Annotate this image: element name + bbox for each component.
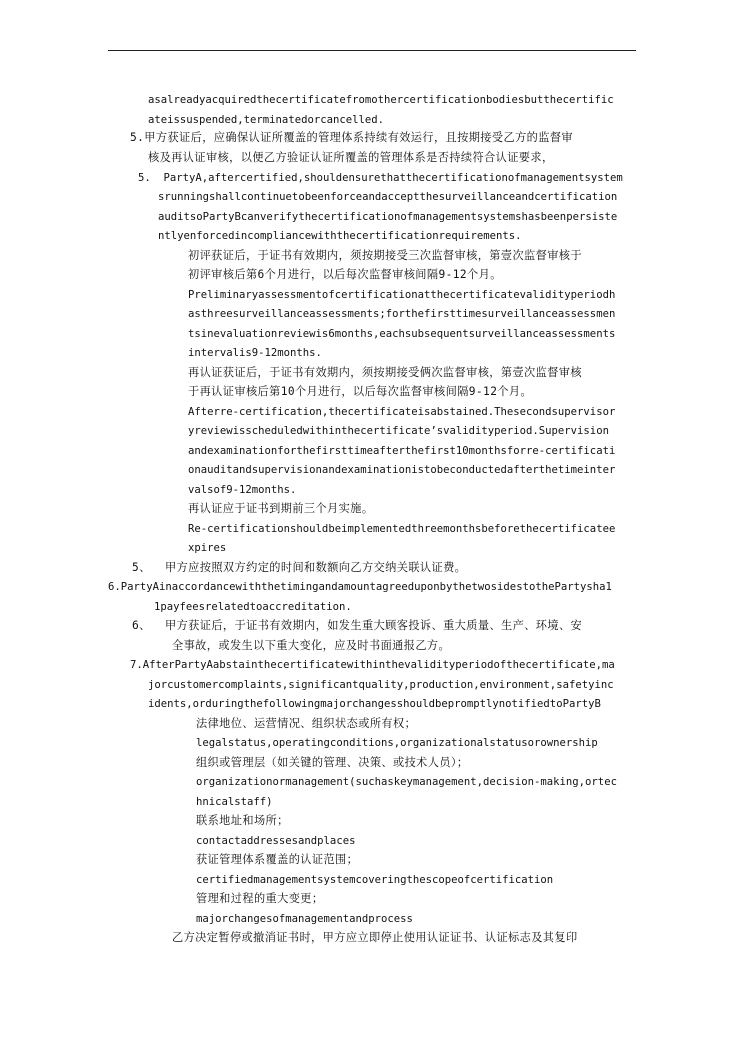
text-line: 于再认证审核后第10个月进行，以后每次监督审核间隔9-12个月。: [188, 385, 533, 398]
text-line: asalreadyacquiredthecertificatefromothercertificationbodiesbutthecertific: [148, 94, 614, 106]
text-line: 组织或管理层（如关键的管理、决策、或技术人员）；: [196, 756, 469, 769]
text-line: Preliminaryassessmentofcertificationatthecertificatevalidityperiodh: [188, 289, 616, 301]
text-line: 1payfeesrelatedtoaccreditation.: [154, 601, 352, 613]
text-line: 获证管理体系覆盖的认证范围；: [196, 853, 359, 866]
text-line: 再认证获证后，于证书有效期内，须按期接受俩次监督审核，第壹次监督审核: [188, 366, 582, 379]
text-line: ateissuspended,terminatedorcancelled.: [148, 114, 384, 126]
text-line: 6、 甲方获证后，于证书有效期内，如发生重大顾客投诉、重大质量、生产、环境、安: [132, 619, 583, 632]
text-line: majorchangesofmanagementandprocess: [196, 913, 413, 925]
text-line: jorcustomercomplaints,significantquality,production,environment,safetyinc: [148, 679, 614, 691]
text-line: 再认证应于证书到期前三个月实施。: [188, 502, 374, 515]
text-line: 乙方决定暂停或撤消证书时，甲方应立即停止使用认证证书、认证标志及其复印: [172, 931, 578, 944]
text-line: asthreesurveillanceassessments;forthefirsttimesurveillanceassessmen: [188, 308, 616, 320]
text-line: onauditandsupervisionandexaminationistobeconductedafterthetimeinter: [188, 464, 616, 476]
text-line: 管理和过程的重大变更；: [196, 892, 324, 905]
text-line: Re-certificationshouldbeimplementedthreemonthsbeforethecertificatee: [188, 523, 616, 535]
text-line: 5、 甲方应按照双方约定的时间和数额向乙方交纳关联认证费。: [132, 561, 467, 574]
text-line: ntlyenforcedincompliancewiththecertificationrequirements.: [158, 230, 522, 242]
text-line: 联系地址和场所；: [196, 814, 289, 827]
text-line: certifiedmanagementsystemcoveringthescopeofcertification: [196, 874, 554, 886]
text-line: auditsoPartyBcanverifythecertificationofmanagementsystemshasbeenpersiste: [158, 211, 618, 223]
text-line: srunningshallcontinuetobeenforceandacceptthesurveillanceandcertification: [158, 191, 618, 203]
text-line: 5.甲方获证后，应确保认证所覆盖的管理体系持续有效运行，且按期接受乙方的监督审: [130, 131, 574, 144]
text-line: 7.AfterPartyAabstainthecertificatewithinthevalidityperiodofthecertificate,ma: [130, 659, 615, 671]
text-line: intervalis9-12months.: [188, 347, 322, 359]
text-line: organizationormanagement(suchaskeymanagement,decision-making,ortec: [196, 776, 617, 788]
text-line: yreviewisscheduledwithinthecertificate’svalidityperiod.Supervision: [188, 425, 609, 437]
text-line: 初评获证后，于证书有效期内，须按期接受三次监督审核，第壹次监督审核于: [188, 249, 582, 262]
text-line: valsof9-12months.: [188, 484, 297, 496]
text-line: idents,orduringthefollowingmajorchangesshouldbepromptlynotifiedtoPartyB: [148, 698, 601, 710]
text-line: legalstatus,operatingconditions,organizationalstatusorownership: [196, 737, 598, 749]
text-line: 核及再认证审核，以便乙方验证认证所覆盖的管理体系是否持续符合认证要求，: [148, 151, 554, 164]
text-line: tsinevaluationreviewis6months,eachsubsequentsurveillanceassessments: [188, 328, 616, 340]
text-line: 法律地位、运营情况、组织状态或所有权；: [196, 717, 417, 730]
text-line: xpires: [188, 542, 227, 554]
text-line: 6.PartyAinaccordancewiththetimingandamountagreeduponbythetwosidestothePartysha1: [108, 581, 612, 593]
text-line: 5. PartyA,aftercertified,shouldensurethatthecertificationofmanagementsystem: [138, 172, 623, 184]
text-line: andexaminationforthefirsttimeafterthefirst10monthsforre-certificati: [188, 445, 616, 457]
header-rule: [108, 50, 636, 51]
text-line: contactaddressesandplaces: [196, 835, 356, 847]
text-line: 全事故，或发生以下重大变化，应及时书面通报乙方。: [172, 639, 451, 652]
text-line: Afterre-certification,thecertificateisabstained.Thesecondsupervisor: [188, 406, 616, 418]
text-line: hnicalstaff): [196, 796, 273, 808]
text-line: 初评审核后第6个月进行，以后每次监督审核间隔9-12个月。: [188, 268, 502, 281]
